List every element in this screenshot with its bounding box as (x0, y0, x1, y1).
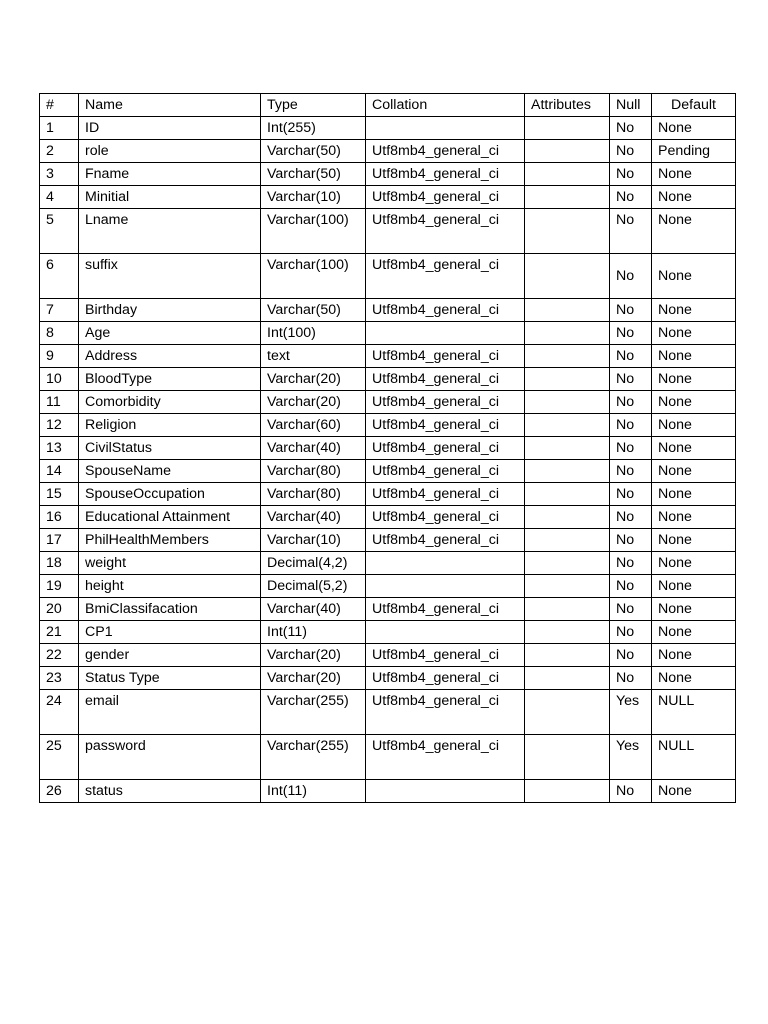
cell-default: None (652, 437, 736, 460)
cell-default: None (652, 780, 736, 803)
cell-null: No (610, 644, 652, 667)
cell-null: No (610, 345, 652, 368)
cell-null: No (610, 322, 652, 345)
cell-default: None (652, 254, 736, 299)
cell-name: SpouseOccupation (79, 483, 261, 506)
table-row (40, 322, 736, 345)
cell-type: Varchar(60) (261, 414, 366, 437)
cell-collation: Utf8mb4_general_ci (366, 506, 525, 529)
cell-name: role (79, 140, 261, 163)
cell-null: No (610, 529, 652, 552)
cell-attributes (525, 254, 610, 299)
table-row (40, 667, 736, 690)
cell-collation: Utf8mb4_general_ci (366, 437, 525, 460)
cell-attributes (525, 437, 610, 460)
cell-name: Age (79, 322, 261, 345)
cell-name: email (79, 690, 261, 735)
cell-num: 13 (40, 437, 79, 460)
cell-default: None (652, 483, 736, 506)
cell-attributes (525, 575, 610, 598)
cell-type: Varchar(10) (261, 186, 366, 209)
cell-name: weight (79, 552, 261, 575)
cell-null: No (610, 391, 652, 414)
cell-collation: Utf8mb4_general_ci (366, 299, 525, 322)
cell-num: 26 (40, 780, 79, 803)
cell-num: 2 (40, 140, 79, 163)
cell-default: None (652, 667, 736, 690)
cell-attributes (525, 163, 610, 186)
cell-num: 20 (40, 598, 79, 621)
cell-attributes (525, 735, 610, 780)
table-row (40, 483, 736, 506)
cell-name: Fname (79, 163, 261, 186)
cell-type: Varchar(20) (261, 667, 366, 690)
table-row (40, 506, 736, 529)
cell-name: CivilStatus (79, 437, 261, 460)
cell-default: None (652, 322, 736, 345)
cell-collation: Utf8mb4_general_ci (366, 529, 525, 552)
cell-name: SpouseName (79, 460, 261, 483)
cell-num: 23 (40, 667, 79, 690)
table-row (40, 598, 736, 621)
cell-name: status (79, 780, 261, 803)
cell-collation: Utf8mb4_general_ci (366, 254, 525, 299)
table-row (40, 735, 736, 780)
cell-attributes (525, 299, 610, 322)
cell-collation: Utf8mb4_general_ci (366, 460, 525, 483)
cell-name: ID (79, 117, 261, 140)
cell-attributes (525, 322, 610, 345)
cell-collation: Utf8mb4_general_ci (366, 735, 525, 780)
cell-num: 25 (40, 735, 79, 780)
cell-num: 14 (40, 460, 79, 483)
cell-collation: Utf8mb4_general_ci (366, 186, 525, 209)
cell-name: PhilHealthMembers (79, 529, 261, 552)
table-row (40, 690, 736, 735)
cell-type: Varchar(20) (261, 644, 366, 667)
cell-null: No (610, 163, 652, 186)
cell-null: No (610, 437, 652, 460)
cell-attributes (525, 368, 610, 391)
cell-attributes (525, 483, 610, 506)
cell-null: Yes (610, 735, 652, 780)
cell-attributes (525, 140, 610, 163)
cell-default: None (652, 575, 736, 598)
cell-collation (366, 552, 525, 575)
table-row (40, 552, 736, 575)
cell-collation (366, 575, 525, 598)
cell-collation: Utf8mb4_general_ci (366, 345, 525, 368)
cell-num: 12 (40, 414, 79, 437)
cell-null: No (610, 780, 652, 803)
cell-type: Varchar(50) (261, 299, 366, 322)
cell-type: Varchar(20) (261, 391, 366, 414)
cell-name: password (79, 735, 261, 780)
cell-default: None (652, 552, 736, 575)
schema-table (39, 93, 736, 803)
table-row (40, 780, 736, 803)
cell-attributes (525, 460, 610, 483)
cell-default: None (652, 117, 736, 140)
cell-name: Lname (79, 209, 261, 254)
cell-type: Varchar(255) (261, 690, 366, 735)
cell-num: 5 (40, 209, 79, 254)
cell-attributes (525, 598, 610, 621)
cell-name: Address (79, 345, 261, 368)
cell-default: None (652, 460, 736, 483)
cell-null: No (610, 209, 652, 254)
table-row (40, 391, 736, 414)
cell-default: NULL (652, 735, 736, 780)
table-row (40, 437, 736, 460)
cell-name: suffix (79, 254, 261, 299)
cell-num: 3 (40, 163, 79, 186)
cell-type: Decimal(5,2) (261, 575, 366, 598)
cell-collation: Utf8mb4_general_ci (366, 598, 525, 621)
cell-type: Decimal(4,2) (261, 552, 366, 575)
table-row (40, 254, 736, 299)
cell-type: Int(255) (261, 117, 366, 140)
cell-collation: Utf8mb4_general_ci (366, 690, 525, 735)
cell-name: Birthday (79, 299, 261, 322)
cell-num: 18 (40, 552, 79, 575)
cell-attributes (525, 780, 610, 803)
cell-default: None (652, 621, 736, 644)
cell-type: Varchar(20) (261, 368, 366, 391)
cell-null: No (610, 552, 652, 575)
cell-default: NULL (652, 690, 736, 735)
cell-collation: Utf8mb4_general_ci (366, 209, 525, 254)
cell-collation: Utf8mb4_general_ci (366, 140, 525, 163)
cell-name: Minitial (79, 186, 261, 209)
cell-collation (366, 322, 525, 345)
cell-attributes (525, 529, 610, 552)
cell-default: None (652, 644, 736, 667)
cell-type: Int(100) (261, 322, 366, 345)
cell-collation: Utf8mb4_general_ci (366, 644, 525, 667)
cell-default: Pending (652, 140, 736, 163)
cell-attributes (525, 552, 610, 575)
cell-default: None (652, 391, 736, 414)
cell-num: 17 (40, 529, 79, 552)
cell-num: 22 (40, 644, 79, 667)
header-null: Null (610, 94, 652, 117)
header-default: Default (652, 94, 736, 117)
cell-attributes (525, 345, 610, 368)
cell-name: BmiClassifacation (79, 598, 261, 621)
cell-null: No (610, 621, 652, 644)
cell-num: 24 (40, 690, 79, 735)
cell-default: None (652, 368, 736, 391)
cell-null: No (610, 414, 652, 437)
cell-type: Varchar(40) (261, 506, 366, 529)
cell-type: Varchar(10) (261, 529, 366, 552)
cell-default: None (652, 345, 736, 368)
cell-type: text (261, 345, 366, 368)
table-row (40, 299, 736, 322)
table-row (40, 209, 736, 254)
cell-attributes (525, 186, 610, 209)
cell-collation: Utf8mb4_general_ci (366, 391, 525, 414)
cell-attributes (525, 667, 610, 690)
cell-collation: Utf8mb4_general_ci (366, 163, 525, 186)
cell-num: 4 (40, 186, 79, 209)
header-num: # (40, 94, 79, 117)
cell-num: 10 (40, 368, 79, 391)
cell-type: Varchar(100) (261, 254, 366, 299)
cell-attributes (525, 414, 610, 437)
cell-null: No (610, 483, 652, 506)
table-row (40, 414, 736, 437)
cell-num: 11 (40, 391, 79, 414)
cell-attributes (525, 209, 610, 254)
cell-collation: Utf8mb4_general_ci (366, 414, 525, 437)
table-row (40, 621, 736, 644)
cell-name: Comorbidity (79, 391, 261, 414)
cell-attributes (525, 644, 610, 667)
cell-num: 6 (40, 254, 79, 299)
cell-type: Varchar(80) (261, 460, 366, 483)
cell-null: No (610, 598, 652, 621)
cell-type: Varchar(50) (261, 163, 366, 186)
cell-collation (366, 117, 525, 140)
cell-default: None (652, 598, 736, 621)
table-row (40, 368, 736, 391)
cell-default: None (652, 299, 736, 322)
cell-attributes (525, 506, 610, 529)
cell-type: Varchar(40) (261, 598, 366, 621)
cell-name: gender (79, 644, 261, 667)
cell-type: Varchar(50) (261, 140, 366, 163)
header-attributes: Attributes (525, 94, 610, 117)
cell-default: None (652, 186, 736, 209)
cell-name: Status Type (79, 667, 261, 690)
cell-num: 21 (40, 621, 79, 644)
cell-num: 7 (40, 299, 79, 322)
cell-collation (366, 621, 525, 644)
cell-collation: Utf8mb4_general_ci (366, 667, 525, 690)
table-row (40, 644, 736, 667)
cell-attributes (525, 621, 610, 644)
header-name: Name (79, 94, 261, 117)
cell-null: No (610, 117, 652, 140)
cell-num: 15 (40, 483, 79, 506)
table-row (40, 186, 736, 209)
cell-type: Varchar(80) (261, 483, 366, 506)
cell-num: 1 (40, 117, 79, 140)
cell-name: Religion (79, 414, 261, 437)
cell-null: Yes (610, 690, 652, 735)
cell-default: None (652, 529, 736, 552)
cell-num: 19 (40, 575, 79, 598)
cell-null: No (610, 254, 652, 299)
header-row (40, 94, 736, 117)
cell-default: None (652, 163, 736, 186)
cell-default: None (652, 209, 736, 254)
table-row (40, 163, 736, 186)
cell-name: height (79, 575, 261, 598)
cell-collation (366, 780, 525, 803)
cell-type: Varchar(255) (261, 735, 366, 780)
cell-num: 8 (40, 322, 79, 345)
cell-default: None (652, 414, 736, 437)
cell-null: No (610, 299, 652, 322)
table-row (40, 460, 736, 483)
cell-null: No (610, 575, 652, 598)
cell-collation: Utf8mb4_general_ci (366, 368, 525, 391)
cell-type: Varchar(100) (261, 209, 366, 254)
cell-type: Int(11) (261, 621, 366, 644)
cell-name: CP1 (79, 621, 261, 644)
cell-null: No (610, 368, 652, 391)
cell-attributes (525, 117, 610, 140)
cell-name: BloodType (79, 368, 261, 391)
cell-num: 16 (40, 506, 79, 529)
cell-type: Varchar(40) (261, 437, 366, 460)
table-row (40, 140, 736, 163)
cell-num: 9 (40, 345, 79, 368)
table-row (40, 345, 736, 368)
table-row (40, 117, 736, 140)
cell-collation: Utf8mb4_general_ci (366, 483, 525, 506)
table-row (40, 575, 736, 598)
cell-name: Educational Attainment (79, 506, 261, 529)
cell-null: No (610, 140, 652, 163)
header-type: Type (261, 94, 366, 117)
cell-default: None (652, 506, 736, 529)
table-body (40, 117, 736, 803)
cell-null: No (610, 186, 652, 209)
table-row (40, 529, 736, 552)
cell-null: No (610, 667, 652, 690)
cell-attributes (525, 690, 610, 735)
cell-type: Int(11) (261, 780, 366, 803)
header-collation: Collation (366, 94, 525, 117)
cell-null: No (610, 506, 652, 529)
cell-null: No (610, 460, 652, 483)
cell-attributes (525, 391, 610, 414)
